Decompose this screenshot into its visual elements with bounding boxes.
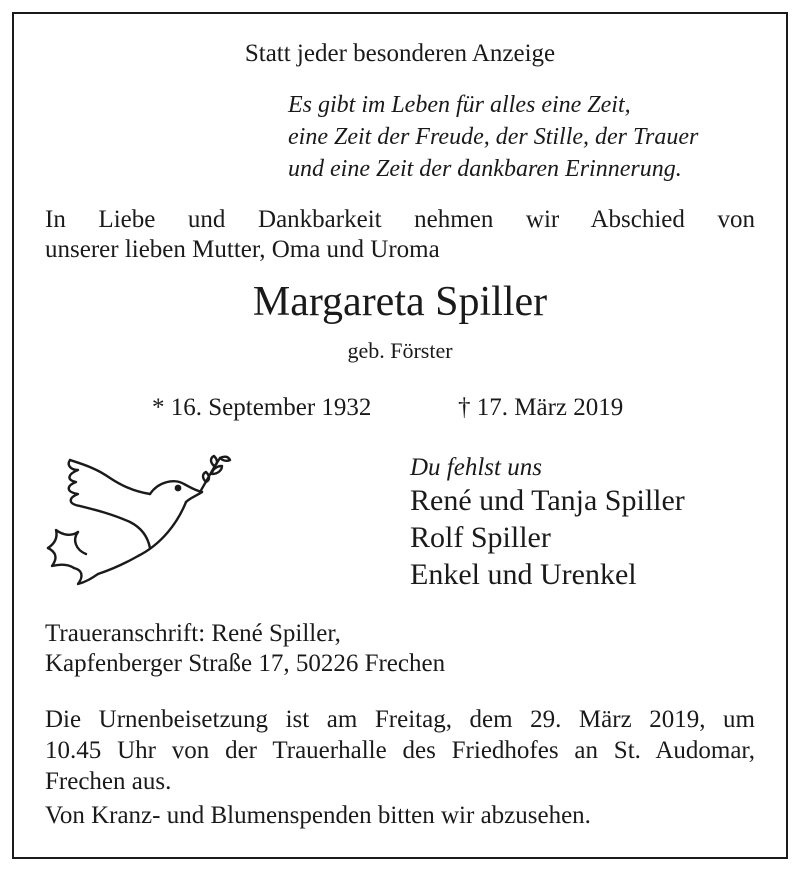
- dove-with-olive-branch-icon: [38, 452, 234, 590]
- address-line-2: Kapfenberger Straße 17, 50226 Frechen: [45, 650, 446, 677]
- intro-line-1: In Liebe und Dankbarkeit nehmen wir Abschied von: [45, 206, 755, 233]
- mourner-1: René und Tanja Spiller: [410, 484, 685, 517]
- poem-line-2: eine Zeit der Freude, der Stille, der Trauer: [288, 124, 699, 150]
- burial-line-3: Frechen aus.: [45, 768, 172, 795]
- burial-line-1: Die Urnenbeisetzung ist am Freitag, dem 29. März 2019, um: [45, 706, 755, 733]
- flowers-note: Von Kranz- und Blumenspenden bitten wir abzusehen.: [45, 802, 591, 829]
- birth-date: * 16. September 1932: [152, 394, 372, 421]
- intro-line-2: unserer lieben Mutter, Oma und Uroma: [45, 236, 440, 263]
- mourner-2: Rolf Spiller: [410, 521, 551, 554]
- missed-line: Du fehlst uns: [410, 454, 542, 481]
- poem-line-1: Es gibt im Leben für alles eine Zeit,: [288, 92, 631, 118]
- address-line-1: Traueranschrift: René Spiller,: [45, 620, 341, 647]
- deceased-name: Margareta Spiller: [252, 279, 548, 325]
- mourner-3: Enkel und Urenkel: [410, 558, 637, 591]
- poem-line-3: und eine Zeit der dankbaren Erinnerung.: [288, 156, 682, 182]
- death-date: † 17. März 2019: [458, 394, 624, 421]
- birth-name: geb. Förster: [347, 338, 453, 363]
- header-line: Statt jeder besonderen Anzeige: [244, 40, 556, 67]
- burial-line-2: 10.45 Uhr von der Trauerhalle des Friedhofes an St. Audomar,: [45, 737, 755, 764]
